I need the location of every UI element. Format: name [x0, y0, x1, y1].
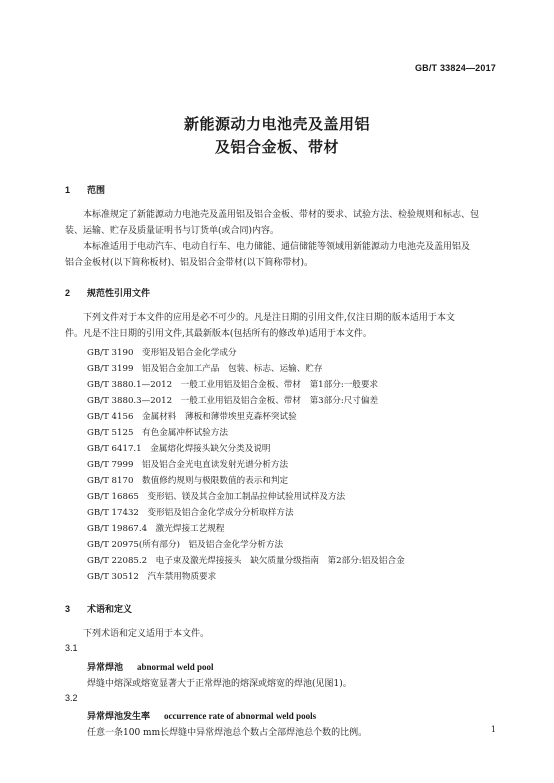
- reference-item: GB/T 4156 金属材料 薄板和薄带埃里克森杯突试验: [87, 412, 297, 422]
- reference-item: GB/T 7999 铝及铝合金光电直读发射光谱分析方法: [87, 460, 289, 470]
- reference-item: GB/T 16865 变形铝、镁及其合金加工制品拉伸试验用试样及方法: [87, 492, 346, 502]
- term-name-cn: 异常焊池: [87, 663, 124, 673]
- document-title-line1: 新能源动力电池壳及盖用铝: [183, 116, 370, 133]
- reference-item: GB/T 3880.1—2012 一般工业用铝及铝合金板、带材 第1部分:一般要求: [87, 380, 379, 390]
- section-title: 范围: [87, 185, 106, 195]
- term-name-cn: 异常焊池发生率: [87, 712, 151, 722]
- page-number: 1: [490, 725, 496, 734]
- reference-item: GB/T 22085.2 电子束及激光焊接接头 缺欠质量分级指南 第2部分:铝及铝合金: [87, 556, 405, 566]
- term-number: 3.2: [65, 693, 78, 703]
- standard-code: GB/T 33824—2017: [414, 63, 496, 73]
- paragraph-line: 下列术语和定义适用于本文件。: [83, 629, 210, 639]
- section-number: 1: [65, 185, 71, 195]
- section-3-heading: [65, 602, 132, 615]
- reference-item: GB/T 19867.4 激光焊接工艺规程: [87, 524, 225, 534]
- term-definition: 焊缝中熔深或熔宽显著大于正常焊池的熔深或熔宽的焊池(见图1)。: [87, 679, 352, 689]
- paragraph-line: 本标准适用于电动汽车、电动自行车、电力储能、通信储能等领域用新能源动力电池壳及盖用铝及: [83, 242, 471, 252]
- paragraph-line: 铝合金板材(以下简称板材)、铝及铝合金带材(以下简称带材)。: [65, 258, 314, 268]
- reference-item: GB/T 30512 汽车禁用物质要求: [87, 572, 217, 582]
- reference-item: GB/T 5125 有色金属冲杯试验方法: [87, 428, 228, 438]
- paragraph-line: 本标准规定了新能源动力电池壳及盖用铝及铝合金板、带材的要求、试验方法、检验规则和标志、包: [83, 210, 480, 220]
- term-name-en: occurrence rate of abnormal weld pools: [164, 711, 317, 721]
- reference-item: GB/T 3880.3—2012 一般工业用铝及铝合金板、带材 第3部分:尺寸偏差: [87, 396, 379, 406]
- term-name-en: abnormal weld pool: [137, 662, 214, 672]
- section-number: 3: [65, 604, 71, 614]
- reference-item: GB/T 3190 变形铝及铝合金化学成分: [87, 348, 237, 358]
- term-definition: 任意一条100 mm长焊缝中异常焊池总个数占全部焊池总个数的比例。: [87, 728, 368, 738]
- section-title: 规范性引用文件: [87, 288, 151, 298]
- reference-item: GB/T 20975(所有部分) 铝及铝合金化学分析方法: [87, 540, 284, 550]
- section-number: 2: [65, 288, 71, 298]
- reference-item: GB/T 17432 变形铝及铝合金化学成分分析取样方法: [87, 508, 294, 518]
- term-name: [87, 660, 214, 673]
- paragraph-line: 件。凡是不注日期的引用文件,其最新版本(包括所有的修改单)适用于本文件。: [65, 329, 372, 339]
- term-name: [87, 709, 316, 722]
- reference-item: GB/T 6417.1 金属熔化焊接头缺欠分类及说明: [87, 444, 271, 454]
- paragraph-line: 下列文件对于本文件的应用是必不可少的。凡是注日期的引用文件,仅注日期的版本适用于本文: [83, 313, 455, 323]
- section-1-heading: [65, 183, 105, 196]
- reference-item: GB/T 8170 数值修约规则与极限数值的表示和判定: [87, 476, 289, 486]
- section-title: 术语和定义: [87, 604, 133, 614]
- document-title-line2: 及铝合金板、带材: [214, 139, 339, 156]
- section-2-heading: [65, 286, 150, 299]
- term-number: 3.1: [65, 643, 78, 653]
- paragraph-line: 装、运输、贮存及质量证明书与订货单(或合同)内容。: [65, 226, 280, 236]
- reference-item: GB/T 3199 铝及铝合金加工产品 包装、标志、运输、贮存: [87, 364, 323, 374]
